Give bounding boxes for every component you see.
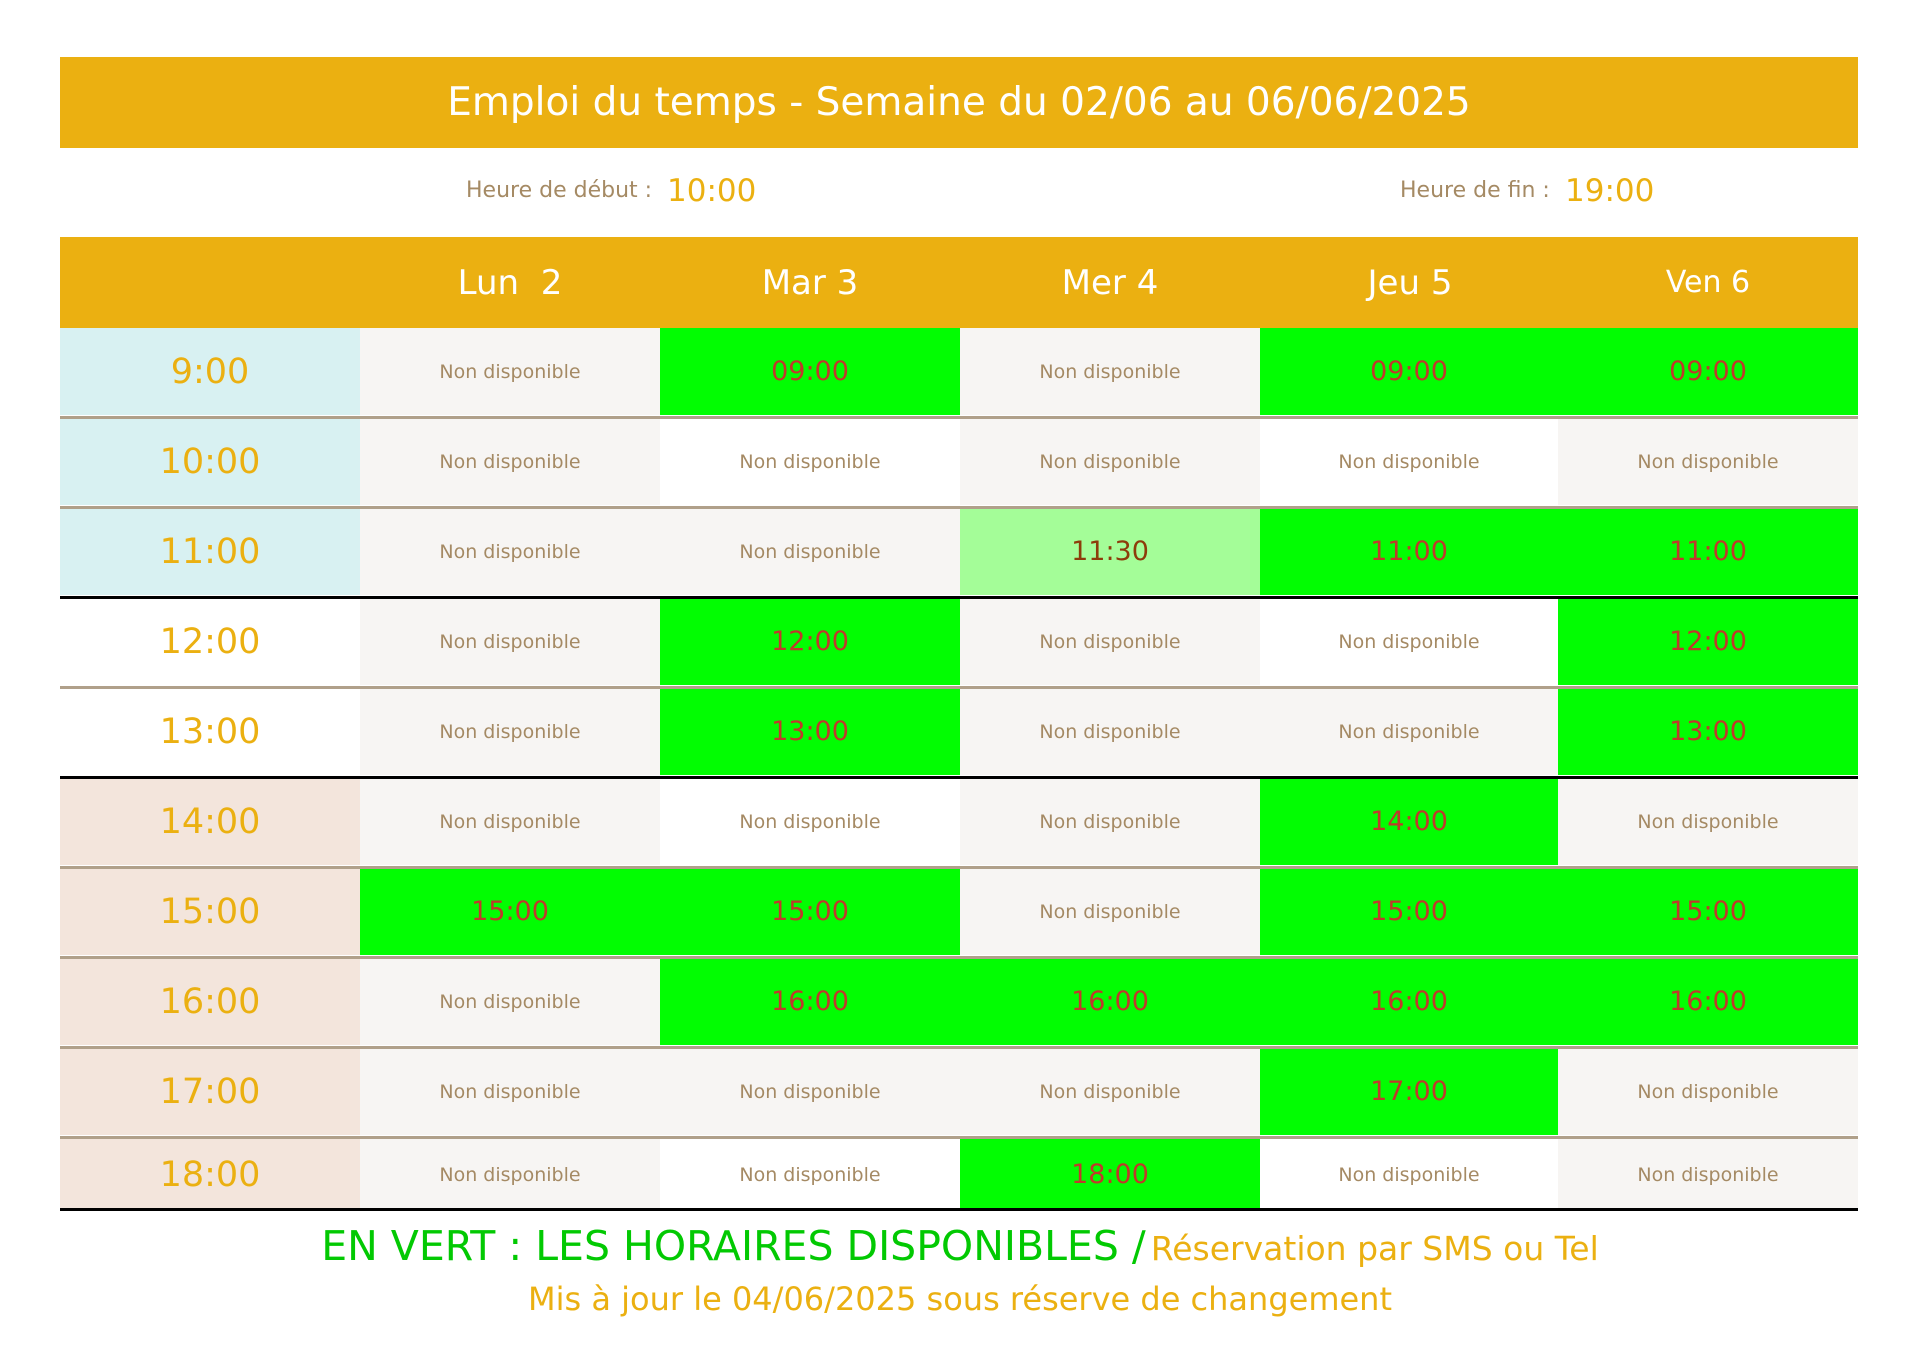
time-slot-label: 18:00 — [60, 1138, 360, 1211]
slot-available[interactable]: 16:00 — [960, 958, 1260, 1045]
row-divider — [60, 956, 1858, 959]
slot-unavailable: Non disponible — [360, 958, 660, 1045]
slot-unavailable: Non disponible — [960, 778, 1260, 865]
slot-available[interactable]: 12:00 — [1558, 598, 1858, 685]
slot-available[interactable]: 09:00 — [660, 328, 960, 415]
slot-unavailable: Non disponible — [360, 508, 660, 595]
slot-unavailable: Non disponible — [960, 418, 1260, 505]
slot-unavailable: Non disponible — [360, 1048, 660, 1135]
schedule-row — [60, 418, 1858, 505]
legend-line — [0, 1222, 1920, 1270]
row-divider — [60, 1208, 1858, 1211]
slot-available[interactable]: 16:00 — [660, 958, 960, 1045]
end-hour-value: 19:00 — [1565, 173, 1655, 209]
header-empty-cell — [60, 237, 360, 328]
schedule-row — [60, 688, 1858, 775]
schedule-row — [60, 1048, 1858, 1135]
slot-unavailable: Non disponible — [960, 868, 1260, 955]
slot-unavailable: Non disponible — [960, 598, 1260, 685]
schedule-row — [60, 778, 1858, 865]
schedule-row — [60, 508, 1858, 595]
slot-unavailable: Non disponible — [360, 688, 660, 775]
day-header-fri: Ven 6 — [1665, 265, 1751, 300]
slot-available[interactable]: 12:00 — [660, 598, 960, 685]
slot-unavailable: Non disponible — [660, 508, 960, 595]
time-slot-label: 10:00 — [60, 418, 360, 505]
slot-unavailable: Non disponible — [660, 418, 960, 505]
hours-row — [0, 170, 1920, 220]
slot-unavailable: Non disponible — [660, 778, 960, 865]
slot-unavailable: Non disponible — [960, 688, 1260, 775]
slot-unavailable: Non disponible — [1558, 778, 1858, 865]
day-header-mon: Lun 2 — [457, 262, 563, 303]
slot-unavailable: Non disponible — [1558, 418, 1858, 505]
time-slot-label: 9:00 — [60, 328, 360, 415]
slot-available[interactable]: 09:00 — [1260, 328, 1558, 415]
reservation-note: Réservation par SMS ou Tel — [1150, 1229, 1599, 1268]
end-hour-label: Heure de fin : — [1400, 178, 1550, 203]
schedule-title: Emploi du temps - Semaine du 02/06 au 06/06/2025 — [60, 57, 1858, 148]
slot-available[interactable]: 15:00 — [360, 868, 660, 955]
row-divider — [60, 1046, 1858, 1049]
slot-available[interactable]: 13:00 — [1558, 688, 1858, 775]
legend-available: EN VERT : LES HORAIRES DISPONIBLES / — [321, 1222, 1146, 1270]
slot-available[interactable]: 13:00 — [660, 688, 960, 775]
day-header-thu: Jeu 5 — [1367, 262, 1453, 303]
time-slot-label: 15:00 — [60, 868, 360, 955]
row-divider — [60, 776, 1858, 779]
slot-unavailable: Non disponible — [360, 598, 660, 685]
row-divider — [60, 596, 1858, 599]
day-header-wed: Mer 4 — [1061, 262, 1159, 303]
schedule-row — [60, 868, 1858, 955]
slot-available[interactable]: 15:00 — [1260, 868, 1558, 955]
slot-available[interactable]: 16:00 — [1558, 958, 1858, 1045]
time-slot-label: 12:00 — [60, 598, 360, 685]
start-hour-label: Heure de début : — [466, 178, 653, 203]
schedule-row — [60, 598, 1858, 685]
slot-available[interactable]: 15:00 — [1558, 868, 1858, 955]
day-header-tue: Mar 3 — [761, 262, 859, 303]
slot-unavailable: Non disponible — [1260, 418, 1558, 505]
time-slot-label: 16:00 — [60, 958, 360, 1045]
slot-available[interactable]: 18:00 — [960, 1138, 1260, 1211]
row-divider — [60, 416, 1858, 419]
slot-available[interactable]: 09:00 — [1558, 328, 1858, 415]
slot-unavailable: Non disponible — [960, 1048, 1260, 1135]
slot-unavailable: Non disponible — [360, 778, 660, 865]
schedule-row — [60, 328, 1858, 415]
slot-unavailable: Non disponible — [360, 328, 660, 415]
time-slot-label: 14:00 — [60, 778, 360, 865]
schedule-row — [60, 958, 1858, 1045]
slot-available[interactable]: 16:00 — [1260, 958, 1558, 1045]
row-divider — [60, 1136, 1858, 1139]
start-hour-value: 10:00 — [667, 173, 757, 209]
slot-unavailable: Non disponible — [360, 1138, 660, 1211]
slot-unavailable: Non disponible — [1558, 1138, 1858, 1211]
days-header — [60, 237, 1858, 328]
row-divider — [60, 866, 1858, 869]
time-slot-label: 13:00 — [60, 688, 360, 775]
slot-unavailable: Non disponible — [1260, 598, 1558, 685]
time-slot-label: 11:00 — [60, 508, 360, 595]
slot-unavailable: Non disponible — [1260, 1138, 1558, 1211]
row-divider — [60, 686, 1858, 689]
slot-unavailable: Non disponible — [660, 1138, 960, 1211]
slot-available[interactable]: 11:00 — [1558, 508, 1858, 595]
slot-available[interactable]: 11:30 — [960, 508, 1260, 595]
update-note: Mis à jour le 04/06/2025 sous réserve de changement — [527, 1280, 1392, 1318]
slot-unavailable: Non disponible — [360, 418, 660, 505]
time-slot-label: 17:00 — [60, 1048, 360, 1135]
slot-available[interactable]: 11:00 — [1260, 508, 1558, 595]
slot-available[interactable]: 14:00 — [1260, 778, 1558, 865]
slot-unavailable: Non disponible — [960, 328, 1260, 415]
schedule-row — [60, 1138, 1858, 1211]
slot-unavailable: Non disponible — [1558, 1048, 1858, 1135]
slot-unavailable: Non disponible — [1260, 688, 1558, 775]
slot-available[interactable]: 17:00 — [1260, 1048, 1558, 1135]
slot-unavailable: Non disponible — [660, 1048, 960, 1135]
slot-available[interactable]: 15:00 — [660, 868, 960, 955]
row-divider — [60, 506, 1858, 509]
